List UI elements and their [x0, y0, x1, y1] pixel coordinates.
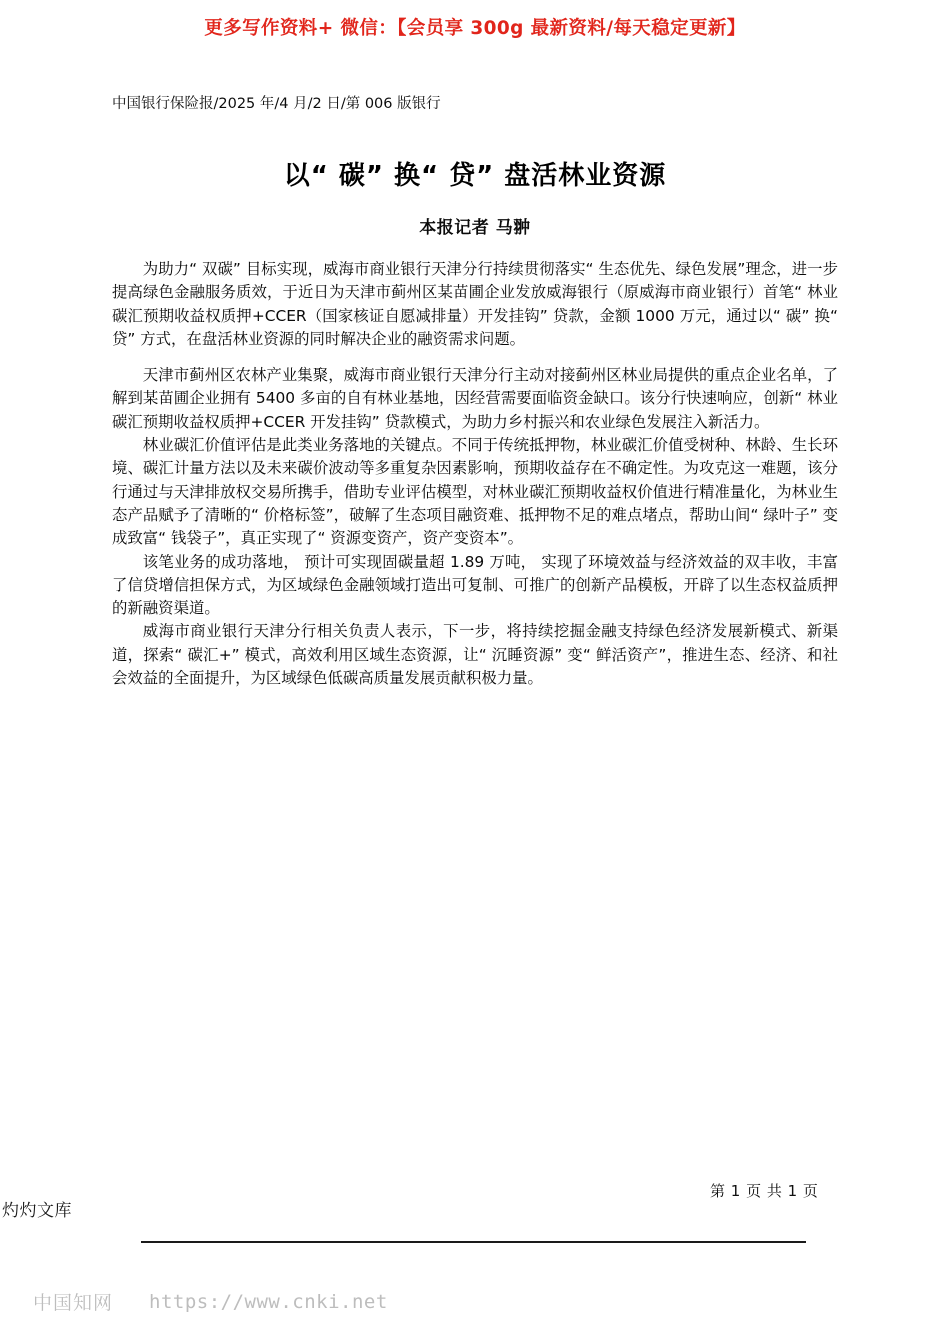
source-citation: 中国银行保险报/2025 年/4 月/2 日/第 006 版银行 [112, 96, 441, 112]
body-paragraph: 为助力“ 双碳” 目标实现，威海市商业银行天津分行持续贯彻落实“ 生态优先、绿色发展”理念，进一步提高绿色金融服务质效，于近日为天津市蓟州区某苗圃企业发放威海银行（原威海市商业银行）首笔“ 林业碳汇预期收益权质押+CCER（国家核证自愿减排量）开发挂钩” 贷款，金额 1000 万元，通过以“ 碳” 换“ 贷” 方式，在盘活林业资源的同时解决企业的融资需求问题。 [112, 260, 838, 348]
body-paragraph: 威海市商业银行天津分行相关负责人表示，下一步，将持续挖掘金融支持绿色经济发展新模式、新渠道，探索“ 碳汇+” 模式，高效利用区域生态资源，让“ 沉睡资源” 变“ 鲜活资产”，推进生态、经济、和社会效益的全面提升，为区域绿色低碳高质量发展贡献积极力量。 [112, 622, 838, 688]
body-paragraph: 天津市蓟州区农林产业集聚，威海市商业银行天津分行主动对接蓟州区林业局提供的重点企业名单，了解到某苗圃企业拥有 5400 多亩的自有林业基地，因经营需要面临资金缺口。该分行快速响应，创新“ 林业碳汇预期收益权质押+CCER 开发挂钩” 贷款模式，为助力乡村振兴和农业绿色发展注入新活力。 [112, 366, 838, 431]
body-paragraph: 该笔业务的成功落地， 预计可实现固碳量超 1.89 万吨， 实现了环境效益与经济效益的双丰收，丰富了信贷增信担保方式，为区域绿色金融领域打造出可复制、可推广的创新产品模板，开辟了以生态权益质押的新融资渠道。 [112, 552, 838, 618]
cnki-brand-label: 中国知网 [33, 1292, 114, 1314]
article-byline: 本报记者 马翀 [419, 218, 531, 238]
library-watermark: 灼灼文库 [2, 1201, 72, 1221]
promo-banner: 更多写作资料+ 微信：【会员享 300g 最新资料/每天稳定更新】 [204, 18, 746, 39]
article-body [112, 258, 838, 690]
page-indicator: 第 1 页 共 1 页 [710, 1182, 819, 1200]
body-paragraph: 林业碳汇价值评估是此类业务落地的关键点。不同于传统抵押物，林业碳汇价值受树种、林龄、生长环境、碳汇计量方法以及未来碳价波动等多重复杂因素影响，预期收益存在不确定性。为攻克这一难题，该分行通过与天津排放权交易所携手，借助专业评估模型，对林业碳汇预期收益权价值进行精准量化，为林业生态产品赋予了清晰的“ 价格标签”，破解了生态项目融资难、抵押物不足的难点堵点，帮助山间“ 绿叶子” 变成致富“ 钱袋子”，真正实现了“ 资源变资产，资产变资本”。 [112, 436, 838, 548]
cnki-url-label: https://www.cnki.net [149, 1290, 388, 1313]
article-title: 以“ 碳” 换“ 贷” 盘活林业资源 [283, 161, 667, 191]
cnki-footer [33, 1288, 388, 1315]
footer-divider [141, 1241, 806, 1243]
